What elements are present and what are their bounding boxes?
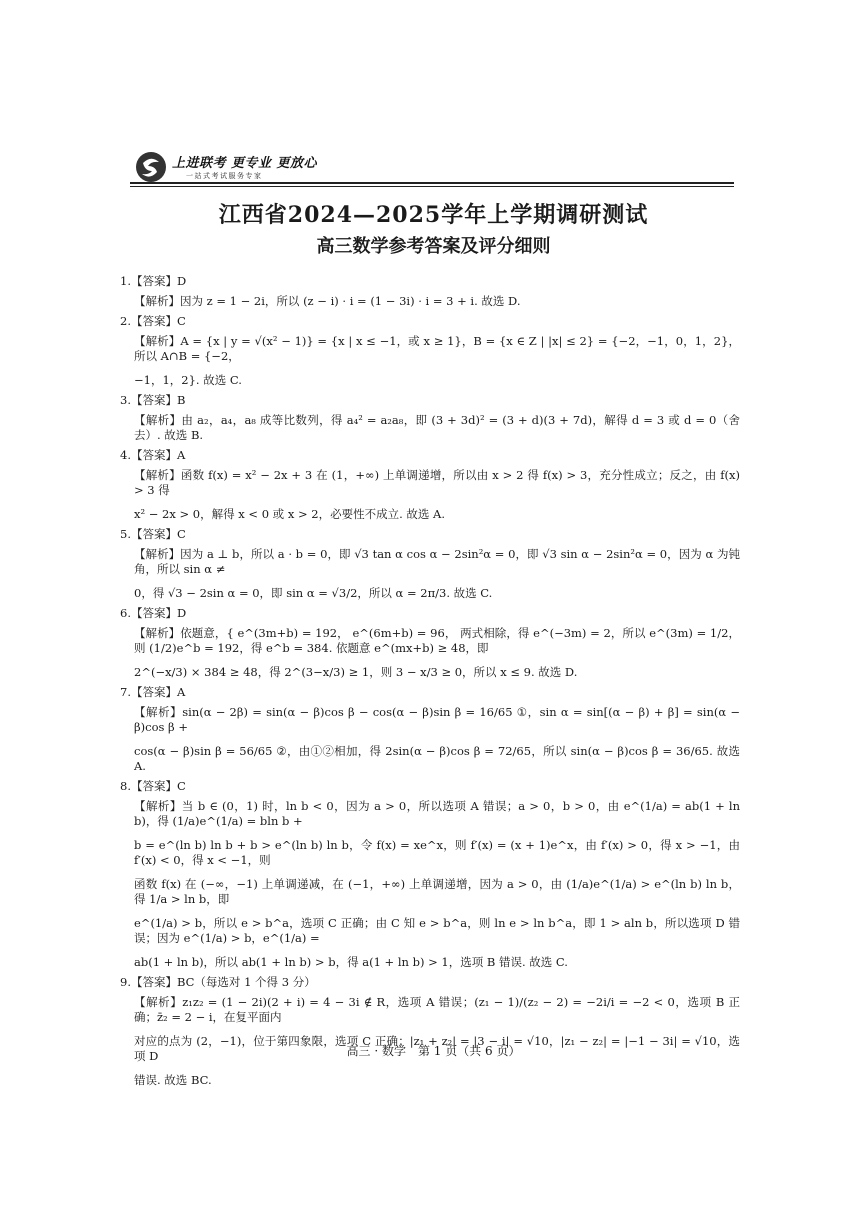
answer-key: 8.【答案】C [120,779,186,793]
solution-line: −1，1，2}. 故选 C. [134,373,242,387]
brand-logo-icon [134,150,168,184]
document-title: 江西省2024—2025学年上学期调研测试 [218,202,649,228]
solution-line: 【解析】因为 a ⊥ b，所以 a · b = 0，即 √3 tan α cos α − 2sin²α = 0，即 √3 sin α − 2sin²α = 0，因为 α 为钝角，所以 sin α ≠ [134,547,740,576]
solution-line: 【解析】函数 f(x) = x² − 2x + 3 在 (1，+∞) 上单调递增，所以由 x > 2 得 f(x) > 3，充分性成立；反之，由 f(x) > 3 得 [134,468,740,497]
solution-text [134,799,740,970]
solution-line: 【解析】当 b ∈ (0，1) 时，ln b < 0，因为 a > 0，所以选项 A 错误；a > 0，b > 0，由 e^(1/a) = ab(1 + ln b)，得 (1/a)e^(1/a) = bln b + [134,799,740,828]
solution-line: ab(1 + ln b)，所以 ab(1 + ln b) > b，得 a(1 + ln b) > 1，选项 B 错误. 故选 C. [134,955,568,969]
answer-key: 3.【答案】B [120,393,186,407]
solution-line: e^(1/a) > b，所以 e > b^a，选项 C 正确；由 C 知 e > b^a，则 ln e > ln b^a，即 1 > aln b，所以选项 D 错误；因为 e^(1/a) > b，e^(1/a) = [134,916,740,945]
answer-key: 2.【答案】C [120,314,186,328]
solution-text [134,705,740,774]
answer-item [120,448,740,522]
solution-line: 【解析】由 a₂，a₄，a₈ 成等比数列，得 a₄² = a₂a₈，即 (3 + 3d)² = (3 + d)(3 + 7d)，解得 d = 3 或 d = 0（舍去）. 故选 B. [134,413,740,442]
answer-item [120,975,740,1088]
answer-item [120,274,740,309]
answer-list [120,274,740,1093]
answer-item [120,314,740,388]
solution-line: 【解析】z₁z₂ = (1 − 2i)(2 + i) = 4 − 3i ∉ R，选项 A 错误；(z₁ − 1)/(z₂ − 2) = −2i/i = −2 < 0，选项 B 正确；z̄₂ = 2 − i，在复平面内 [134,995,740,1024]
solution-text [134,294,740,309]
solution-line: 0，得 √3 − 2sin α = 0，即 sin α = √3/2，所以 α = 2π/3. 故选 C. [134,586,493,600]
solution-line: cos(α − β)sin β = 56/65 ②，由①②相加，得 2sin(α − β)cos β = 72/65，所以 sin(α − β)cos β = 36/65. 故选 A. [134,744,740,773]
answer-key: 9.【答案】BC（每选对 1 个得 3 分） [120,975,316,989]
solution-line: 错误. 故选 BC. [134,1073,212,1087]
solution-line: 对应的点为 (2，−1)，位于第四象限，选项 C 正确；|z₁ + z₂| = |3 − i| = √10，|z₁ − z₂| = |−1 − 3i| = √10，选项 D [134,1034,740,1063]
answer-item [120,685,740,774]
answer-key: 6.【答案】D [120,606,187,620]
solution-line: b = e^(ln b) ln b + b > e^(ln b) ln b，令 f(x) = xe^x，则 f′(x) = (x + 1)e^x，由 f′(x) > 0，得 x > −1，由 f′(x) < 0，得 x < −1，则 [134,838,740,867]
answer-key: 5.【答案】C [120,527,186,541]
solution-text [134,413,740,443]
solution-line: 【解析】A = {x | y = √(x² − 1)} = {x | x ≤ −1，或 x ≥ 1}，B = {x ∈ Z | |x| ≤ 2} = {−2，−1，0，1，2}，所以 A∩B = {−2， [134,334,740,363]
answer-key: 7.【答案】A [120,685,186,699]
solution-line: 【解析】因为 z = 1 − 2i，所以 (z − i) · i = (1 − 3i) · i = 3 + i. 故选 D. [134,294,521,308]
header-subslogan: 一站式考试服务专家 [186,172,263,180]
solution-text [134,334,740,388]
solution-text [134,547,740,601]
answer-item [120,527,740,601]
answer-key: 4.【答案】A [120,448,186,462]
page-footer: 高三 · 数学 第 1 页（共 6 页） [346,1044,521,1058]
solution-line: 【解析】sin(α − 2β) = sin(α − β)cos β − cos(α − β)sin β = 16/65 ①，sin α = sin[(α − β) + β] = sin(α − β)cos β + [134,705,740,734]
answer-item [120,393,740,443]
page-header [130,146,734,188]
solution-line: x² − 2x > 0，解得 x < 0 或 x > 2，必要性不成立. 故选 A. [134,507,445,521]
solution-text [134,468,740,522]
solution-line: 2^(−x/3) × 384 ≥ 48，得 2^(3−x/3) ≥ 1，则 3 − x/3 ≥ 0，所以 x ≤ 9. 故选 D. [134,665,578,679]
answer-key: 1.【答案】D [120,274,187,288]
solution-text [134,626,740,680]
solution-line: 函数 f(x) 在 (−∞，−1) 上单调递减，在 (−1，+∞) 上单调递增，因为 a > 0，由 (1/a)e^(1/a) > e^(ln b) ln b，得 1/a > ln b，即 [134,877,740,906]
header-rule [130,182,734,184]
header-slogan: 上进联考 更专业 更放心 [172,156,318,171]
header-rule-thin [130,186,734,187]
document-subtitle: 高三数学参考答案及评分细则 [316,236,551,257]
solution-line: 【解析】依题意，{ e^(3m+b) = 192， e^(6m+b) = 96， 两式相除，得 e^(−3m) = 2，所以 e^(3m) = 1/2，则 (1/2)e^b = 192，得 e^b = 384. 依题意 e^(mx+b) ≥ 48，即 [134,626,740,655]
answer-item [120,779,740,970]
answer-item [120,606,740,680]
